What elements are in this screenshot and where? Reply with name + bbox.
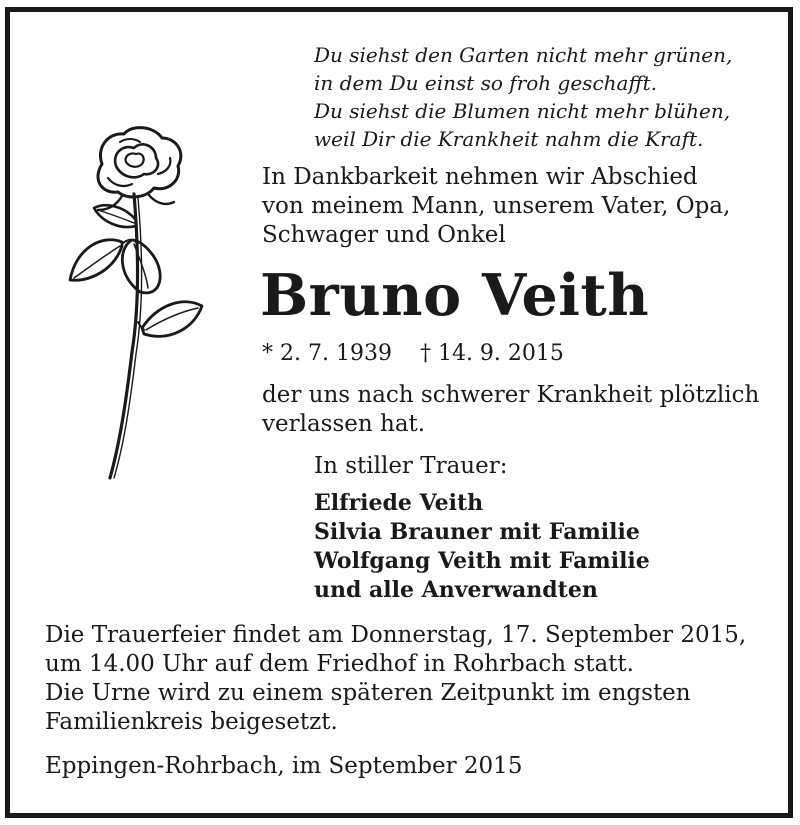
passing-line: verlassen hat. — [262, 411, 426, 437]
mourner-name: Wolfgang Veith mit Familie — [314, 548, 650, 574]
service-line: Die Trauerfeier findet am Donnerstag, 17. September 2015, — [45, 622, 747, 648]
service-line: Familienkreis beigesetzt. — [45, 709, 338, 735]
intro-line: Schwager und Onkel — [262, 222, 506, 248]
place-date: Eppingen-Rohrbach, im September 2015 — [45, 753, 523, 779]
service-line: Die Urne wird zu einem späteren Zeitpunkt im engsten — [45, 680, 691, 706]
poem-line: Du siehst den Garten nicht mehr grünen, — [314, 43, 733, 67]
intro-line: von meinem Mann, unserem Vater, Opa, — [262, 193, 731, 219]
birth-date: * 2. 7. 1939 — [262, 341, 392, 366]
deceased-name: Bruno Veith — [260, 262, 650, 329]
mourner-name: Silvia Brauner mit Familie — [314, 519, 640, 545]
poem-line: weil Dir die Krankheit nahm die Kraft. — [314, 127, 704, 151]
poem-line: in dem Du einst so froh geschafft. — [314, 71, 658, 95]
mourner-name: Elfriede Veith — [314, 490, 484, 516]
memorial-poem — [314, 41, 784, 153]
service-details — [45, 621, 765, 737]
mourning-label: In stiller Trauer: — [314, 453, 508, 479]
death-date: † 14. 9. 2015 — [419, 341, 564, 366]
mourner-name: und alle Anverwandten — [314, 577, 598, 603]
life-dates — [262, 340, 564, 368]
service-line: um 14.00 Uhr auf dem Friedhof in Rohrbach statt. — [45, 651, 634, 677]
intro-line: In Dankbarkeit nehmen wir Abschied — [262, 164, 698, 190]
poem-line: Du siehst die Blumen nicht mehr blühen, — [314, 99, 731, 123]
mourners-list — [314, 489, 650, 605]
rose-icon — [62, 122, 212, 484]
passing-line: der uns nach schwerer Krankheit plötzlich — [262, 382, 760, 408]
passing-text — [262, 381, 759, 439]
farewell-intro — [262, 163, 782, 250]
